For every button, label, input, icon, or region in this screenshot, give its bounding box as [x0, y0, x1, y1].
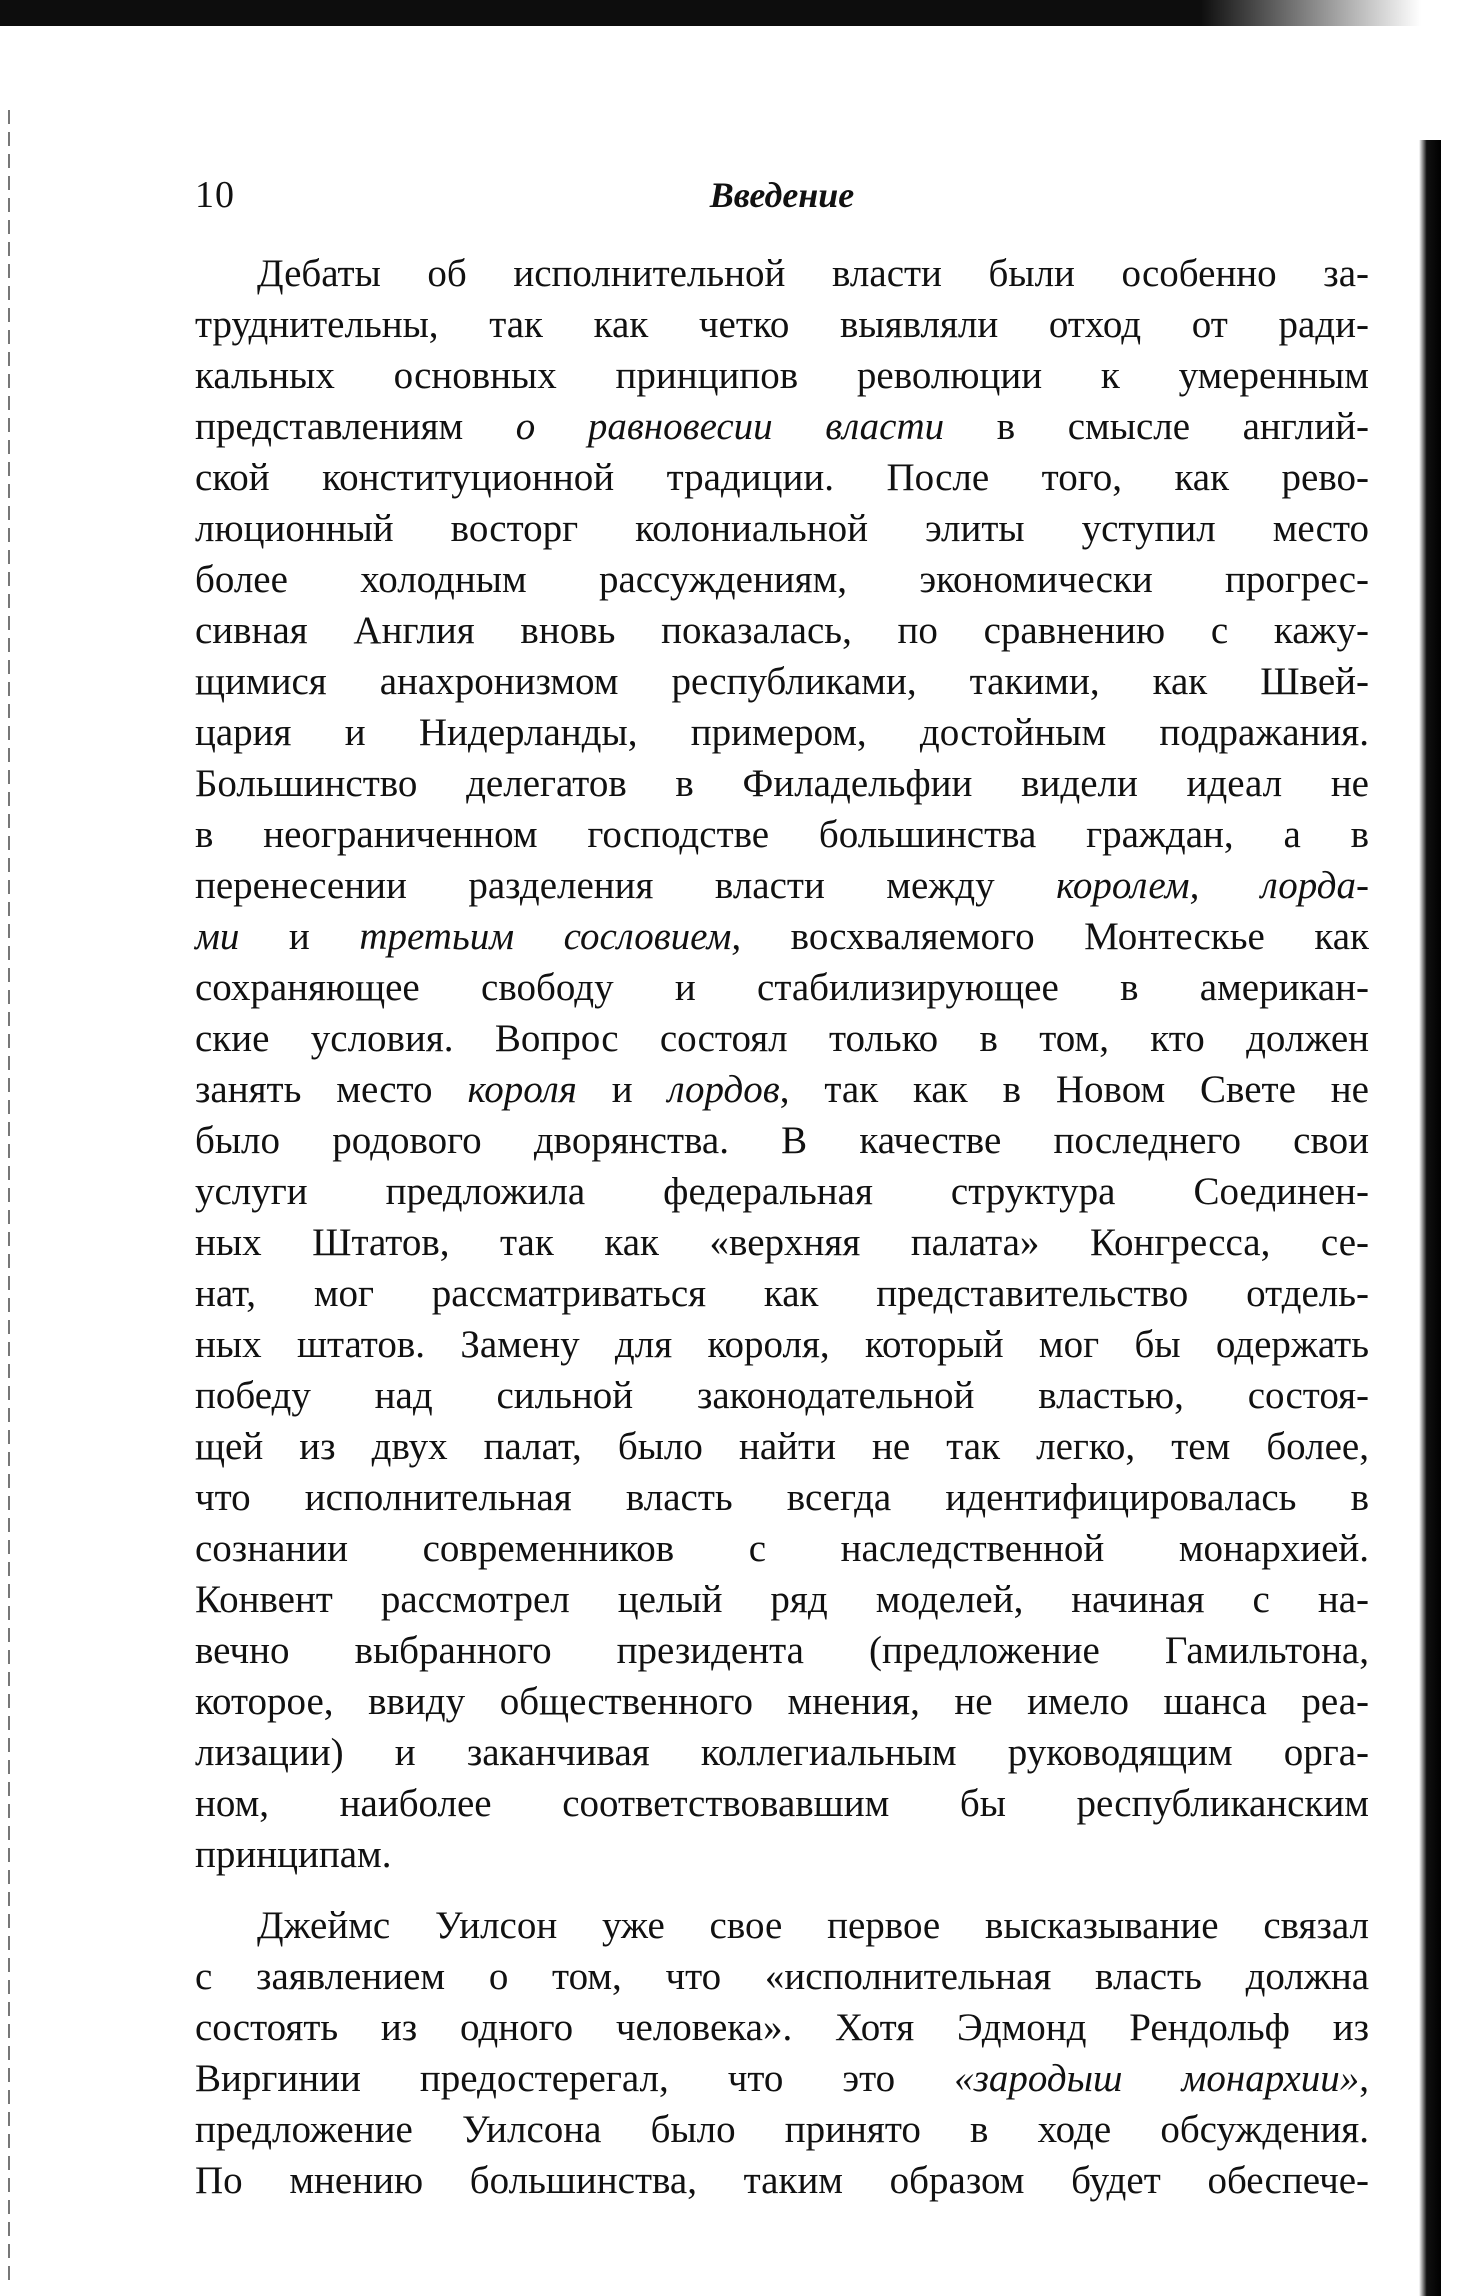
text-run: нат, мог рассматриваться как представительство отдель-	[195, 1272, 1369, 1315]
text-run: ,	[1359, 2057, 1369, 2100]
text-run: и	[239, 915, 360, 958]
text-line	[195, 1370, 1369, 1421]
italic-text-run: третьим сословием,	[359, 915, 742, 958]
text-run: лизации) и заканчивая коллегиальным руководящим орга-	[195, 1731, 1369, 1774]
text-line	[195, 707, 1369, 758]
text-run: было родового дворянства. В качестве последнего свои	[195, 1119, 1369, 1162]
text-line	[195, 1217, 1369, 1268]
text-run: труднительны, так как четко выявляли отход от ради-	[195, 303, 1369, 346]
text-line	[195, 1472, 1369, 1523]
text-line	[195, 2155, 1369, 2206]
text-line	[195, 248, 1369, 299]
text-line	[195, 1727, 1369, 1778]
text-line	[195, 1115, 1369, 1166]
text-run: которое, ввиду общественного мнения, не имело шанса реа-	[195, 1680, 1369, 1723]
scan-left-edge	[8, 110, 10, 2280]
text-line	[195, 1319, 1369, 1370]
text-run: в неограниченном господстве большинства граждан, а в	[195, 813, 1369, 856]
text-run: цария и Нидерланды, примером, достойным подражания.	[195, 711, 1369, 754]
text-run: занять место	[195, 1068, 468, 1111]
text-run: Джеймс Уилсон уже свое первое высказывание связал	[257, 1904, 1369, 1947]
text-run: более холодным рассуждениям, экономически прогрес-	[195, 558, 1369, 601]
text-run: в смысле англий-	[944, 405, 1369, 448]
text-line	[195, 299, 1369, 350]
text-run: и	[576, 1068, 668, 1111]
scan-top-edge-fade	[1200, 0, 1440, 26]
text-line	[195, 1574, 1369, 1625]
text-line	[195, 1778, 1369, 1829]
text-run: ской конституционной традиции. После того, как рево-	[195, 456, 1369, 499]
text-run: Дебаты об исполнительной власти были особенно за-	[257, 252, 1369, 295]
text-line	[195, 1676, 1369, 1727]
text-run: Виргинии предостерегал, что это	[195, 2057, 955, 2100]
text-line	[195, 1523, 1369, 1574]
italic-text-run: ми	[195, 915, 240, 958]
text-run: восхваляемого Монтескье как	[741, 915, 1369, 958]
running-title: Введение	[709, 175, 855, 215]
text-run: люционный восторг колониальной элиты уступил место	[195, 507, 1369, 550]
text-line	[195, 503, 1369, 554]
text-line	[195, 962, 1369, 1013]
scan-right-edge-shadow	[1419, 140, 1441, 2296]
page-header	[195, 170, 1369, 220]
text-run: что исполнительная власть всегда идентифицировалась в	[195, 1476, 1369, 1519]
text-line	[195, 1268, 1369, 1319]
text-line	[195, 656, 1369, 707]
text-run: услуги предложила федеральная структура Соединен-	[195, 1170, 1369, 1213]
text-run: щей из двух палат, было найти не так легко, тем более,	[195, 1425, 1369, 1468]
text-run: кальных основных принципов революции к умеренным	[195, 354, 1369, 397]
text-run: ном, наиболее соответствовавшим бы республиканским	[195, 1782, 1369, 1825]
text-run: ские условия. Вопрос состоял только в том, кто должен	[195, 1017, 1369, 1060]
text-line	[195, 1951, 1369, 2002]
text-run: сивная Англия вновь показалась, по сравнению с кажу-	[195, 609, 1369, 652]
text-line	[195, 809, 1369, 860]
text-run: ных штатов. Замену для короля, который мог бы одержать	[195, 1323, 1369, 1366]
text-line	[195, 758, 1369, 809]
text-line	[195, 2104, 1369, 2155]
italic-text-run: «зародыш монархии»	[954, 2057, 1360, 2100]
text-line	[195, 1166, 1369, 1217]
italic-text-run: короля	[467, 1068, 577, 1111]
text-run: предложение Уилсона было принято в ходе обсуждения.	[195, 2108, 1369, 2151]
text-run: победу над сильной законодательной властью, состоя-	[195, 1374, 1369, 1417]
italic-text-run: о равновесии власти	[515, 405, 945, 448]
text-run: Большинство делегатов в Филадельфии видели идеал не	[195, 762, 1369, 805]
text-line	[195, 452, 1369, 503]
text-run: сохраняющее свободу и стабилизирующее в американ-	[195, 966, 1369, 1009]
text-line	[195, 1829, 1369, 1880]
text-run: представлениям	[195, 405, 516, 448]
text-run: щимися анахронизмом республиками, такими, как Швей-	[195, 660, 1369, 703]
body-text	[195, 248, 1369, 2206]
text-line	[195, 860, 1369, 911]
text-line	[195, 1064, 1369, 1115]
text-run: принципам.	[195, 1833, 392, 1876]
text-line	[195, 2002, 1369, 2053]
text-line	[195, 1013, 1369, 1064]
text-run: Конвент рассмотрел целый ряд моделей, начиная с на-	[195, 1578, 1369, 1621]
text-line	[195, 350, 1369, 401]
text-line	[195, 605, 1369, 656]
text-line	[195, 1900, 1369, 1951]
italic-text-run: королем, лорда-	[1056, 864, 1369, 907]
text-line	[195, 2053, 1369, 2104]
text-line	[195, 1625, 1369, 1676]
text-line	[195, 911, 1369, 962]
text-run: состоять из одного человека». Хотя Эдмонд Рендольф из	[195, 2006, 1369, 2049]
text-run: перенесении разделения власти между	[195, 864, 1057, 907]
text-line	[195, 554, 1369, 605]
text-run: ных Штатов, так как «верхняя палата» Конгресса, се-	[195, 1221, 1369, 1264]
page-number: 10	[195, 174, 235, 216]
text-run: , так как в Новом Свете не	[779, 1068, 1369, 1111]
text-run: с заявлением о том, что «исполнительная власть должна	[195, 1955, 1369, 1998]
text-line	[195, 1421, 1369, 1472]
text-run: сознании современников с наследственной монархией.	[195, 1527, 1369, 1570]
text-run: По мнению большинства, таким образом будет обеспече-	[195, 2159, 1369, 2202]
text-run: вечно выбранного президента (предложение Гамильтона,	[195, 1629, 1369, 1672]
italic-text-run: лордов	[667, 1068, 780, 1111]
text-line	[195, 401, 1369, 452]
